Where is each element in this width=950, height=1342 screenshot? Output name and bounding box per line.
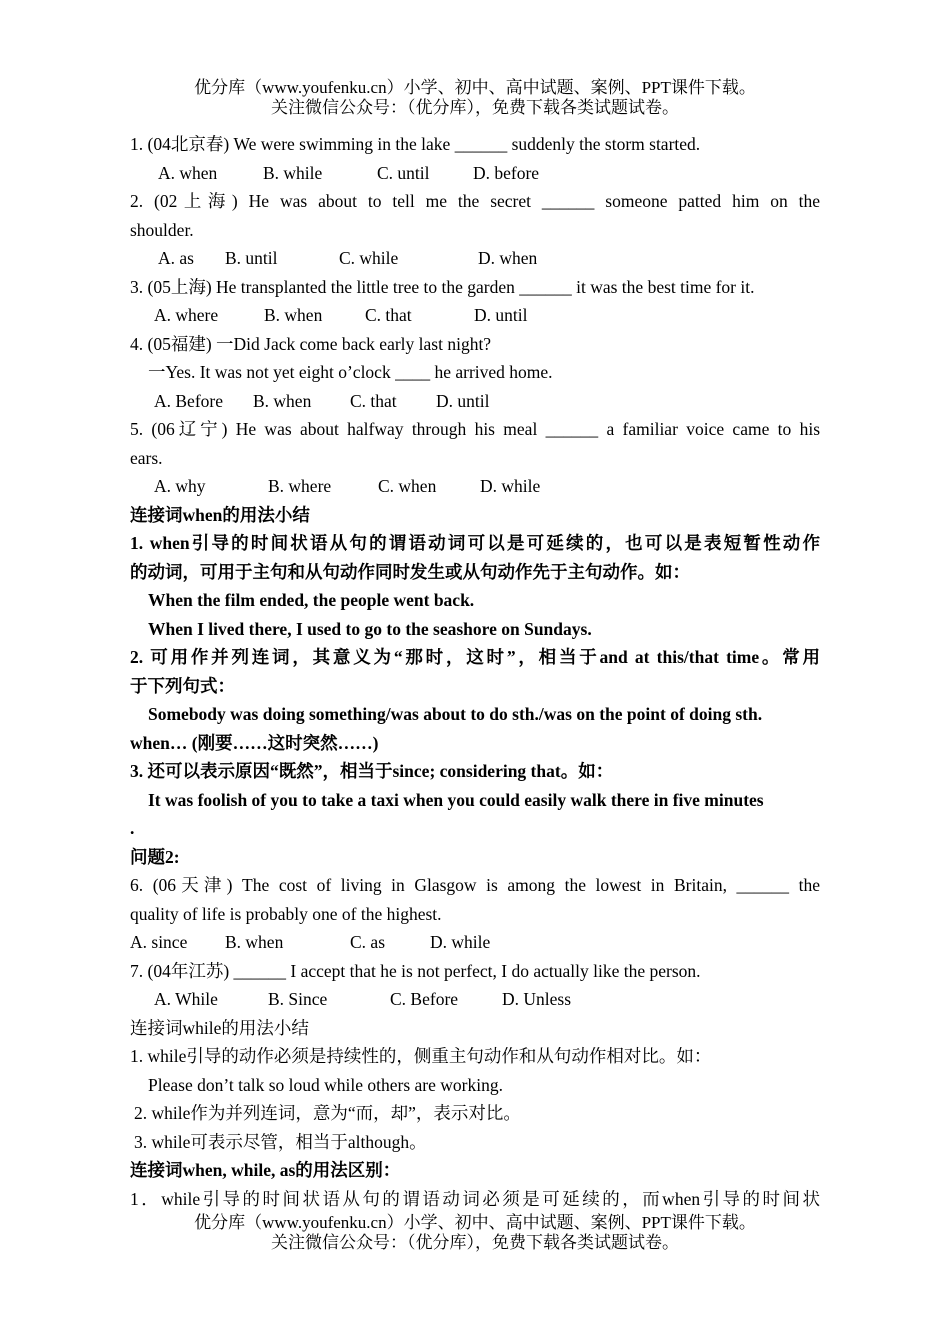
problem-2-title: 问题2: xyxy=(130,846,180,867)
when-example-4-line-2: . xyxy=(130,818,135,838)
q7-stem: 7. (04年江苏) ______ I accept that he is not perfect, I do actually like the person. xyxy=(130,960,701,981)
when-example-2: When I lived there, I used to go to the seashore on Sundays. xyxy=(148,618,592,639)
q5-stem-line-1: 5. (06辽宁) He was about halfway through his meal ______ a familiar voice came to his xyxy=(130,419,820,439)
q7-options xyxy=(130,985,820,1014)
while-summary-title: 连接词while的用法小结 xyxy=(130,1017,309,1038)
q5-option-a: A. why xyxy=(154,476,206,496)
q6-option-a: A. since xyxy=(130,932,188,952)
q7-option-b: B. Since xyxy=(268,989,328,1009)
document-body xyxy=(130,130,820,1213)
header-line-2: 关注微信公众号：（优分库），免费下载各类试题试卷。 xyxy=(271,98,679,117)
q7-option-c: C. Before xyxy=(390,989,459,1009)
q5-stem-line-2: ears. xyxy=(130,447,163,468)
q3-option-c: C. that xyxy=(365,305,412,325)
q6-options xyxy=(130,928,820,957)
q1-option-c: C. until xyxy=(377,162,430,183)
q4-option-d: D. until xyxy=(436,390,490,411)
footer-line-2: 关注微信公众号：（优分库），免费下载各类试题试卷。 xyxy=(271,1233,679,1252)
q4-options xyxy=(130,387,820,416)
q4-stem-line-2: 一Yes. It was not yet eight o’clock ____ he arrived home. xyxy=(148,362,553,382)
footer-line-1: 优分库（www.youfenku.cn）小学、初中、高中试题、案例、PPT课件下载。 xyxy=(194,1213,756,1232)
q1-options xyxy=(130,159,820,188)
q2-stem-line-1: 2. (02上海) He was about to tell me the secret ______ someone patted him on the xyxy=(130,191,820,211)
when-example-4-line-1: It was foolish of you to take a taxi when you could easily walk there in five minutes xyxy=(148,789,764,810)
difference-title: 连接词when, while, as的用法区别： xyxy=(130,1160,401,1180)
q1-option-a: A. when xyxy=(158,162,218,183)
q6-stem-line-1: 6. (06天津) The cost of living in Glasgow is among the lowest in Britain, ______ the xyxy=(130,875,820,895)
q4-stem-line-1: 4. (05福建) 一Did Jack come back early last night? xyxy=(130,333,492,354)
q7-option-d: D. Unless xyxy=(502,989,572,1009)
q6-option-b: B. when xyxy=(225,932,284,952)
when-point-1-line-2: 的动词，可用于主句和从句动作同时发生或从句动作先于主句动作。如： xyxy=(130,561,690,582)
q5-option-b: B. where xyxy=(268,476,332,496)
q2-stem-line-2: shoulder. xyxy=(130,219,194,240)
q3-stem: 3. (05上海) He transplanted the little tree to the garden ______ it was the best time for it. xyxy=(130,276,755,297)
when-point-3: 3. 还可以表示原因“既然”，相当于since; considering that。如： xyxy=(130,761,614,781)
page-header xyxy=(0,78,950,118)
while-point-1: 1. while引导的动作必须是持续性的，侧重主句动作和从句动作相对比。如： xyxy=(130,1046,712,1066)
q2-option-d: D. when xyxy=(478,248,538,268)
q7-option-a: A. While xyxy=(154,989,218,1009)
q1-option-d: D. before xyxy=(473,162,540,183)
q3-option-d: D. until xyxy=(474,305,528,325)
q6-option-d: D. while xyxy=(430,932,491,952)
q4-option-c: C. that xyxy=(350,390,397,411)
q6-stem-line-2: quality of life is probably one of the highest. xyxy=(130,903,442,924)
q4-option-b: B. when xyxy=(253,390,312,411)
q3-option-b: B. when xyxy=(264,305,323,325)
while-point-2: 2. while作为并列连词，意为“而，却”，表示对比。 xyxy=(134,1103,521,1123)
q6-option-c: C. as xyxy=(350,932,385,952)
q2-option-c: C. while xyxy=(339,248,399,268)
header-line-1: 优分库（www.youfenku.cn）小学、初中、高中试题、案例、PPT课件下载。 xyxy=(194,78,756,97)
while-example-1: Please don’t talk so loud while others are working. xyxy=(148,1074,503,1095)
when-example-1: When the film ended, the people went back. xyxy=(148,590,475,610)
q2-option-a: A. as xyxy=(158,248,194,268)
when-point-2-line-2: 于下列句式： xyxy=(130,675,235,696)
while-point-3: 3. while可表示尽管，相当于although。 xyxy=(134,1131,427,1152)
q1-stem: 1. (04北京春) We were swimming in the lake ______ suddenly the storm started. xyxy=(130,134,701,154)
q1-option-b: B. while xyxy=(263,162,323,183)
q3-options xyxy=(130,301,820,330)
when-example-3-line-2: when… (刚要……这时突然……) xyxy=(130,732,379,753)
when-example-3-line-1: Somebody was doing something/was about to do sth./was on the point of doing sth. xyxy=(148,704,763,724)
q5-option-c: C. when xyxy=(378,476,437,496)
q4-option-a: A. Before xyxy=(154,390,224,411)
when-summary-title: 连接词when的用法小结 xyxy=(130,504,310,525)
q5-option-d: D. while xyxy=(480,476,541,496)
q5-options xyxy=(130,472,820,501)
q2-option-b: B. until xyxy=(225,248,278,268)
difference-point-1: 1．while引导的时间状语从句的谓语动词必须是可延续的，而when引导的时间状 xyxy=(130,1188,820,1209)
q2-options xyxy=(130,244,820,273)
q3-option-a: A. where xyxy=(154,305,219,325)
when-point-2-line-1: 2. 可用作并列连词，其意义为“那时，这时”，相当于and at this/that time。常用 xyxy=(130,647,820,667)
when-point-1-line-1: 1. when引导的时间状语从句的谓语动词可以是可延续的，也可以是表短暂性动作 xyxy=(130,533,820,553)
page-footer xyxy=(0,1213,950,1253)
